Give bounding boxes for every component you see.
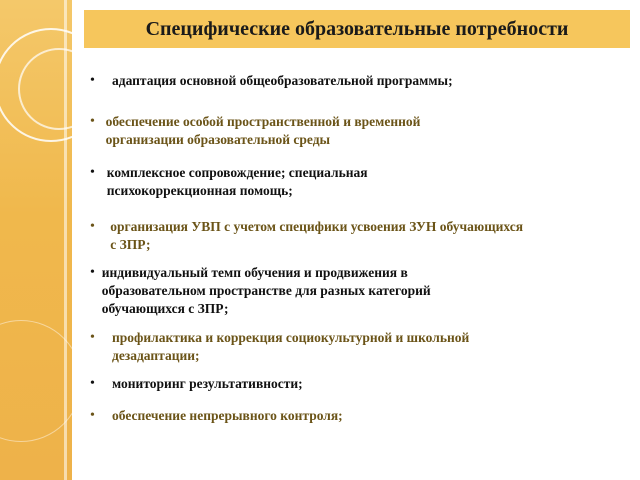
bullet-icon: •: [90, 330, 95, 345]
list-item-text: обеспечение непрерывного контроля;: [112, 408, 343, 423]
list-item-text: комплексное сопровождение; специальная психокоррекционная помощь;: [106, 165, 368, 198]
list-item: [90, 113, 490, 149]
bullet-icon: •: [90, 73, 95, 88]
list-item-text: профилактика и коррекция социокультурной и школьной дезадаптации;: [111, 330, 470, 363]
list-item-text: организация УВП с учетом специфики усвоения ЗУН обучающихся с ЗПР;: [110, 219, 524, 252]
list-item: [90, 164, 450, 200]
bullet-icon: •: [90, 165, 95, 180]
title-bar: [84, 10, 630, 48]
list-item-text: обеспечение особой пространственной и временной организации образовательной среды: [105, 114, 421, 147]
bullet-icon: •: [90, 114, 95, 129]
list-item: [90, 407, 510, 425]
list-item: [90, 375, 510, 393]
bullet-icon: •: [90, 376, 95, 391]
list-item-text: адаптация основной общеобразовательной программы;: [112, 73, 453, 88]
decorative-side-band: [0, 0, 72, 480]
bullet-icon: •: [90, 265, 95, 280]
slide-title: Специфические образовательные потребности: [145, 17, 569, 40]
decorative-ring: [0, 320, 72, 442]
list-item: [90, 329, 560, 365]
list-item: [90, 72, 550, 90]
list-item: [90, 264, 510, 318]
bullet-icon: •: [90, 219, 95, 234]
list-item-text: мониторинг результативности;: [112, 376, 303, 391]
bullet-icon: •: [90, 408, 95, 423]
list-item: [90, 218, 530, 254]
decorative-stripe: [64, 0, 67, 480]
list-item-text: индивидуальный темп обучения и продвижения в образовательном пространстве для разных категорий обучающихся с ЗПР;: [101, 265, 431, 316]
